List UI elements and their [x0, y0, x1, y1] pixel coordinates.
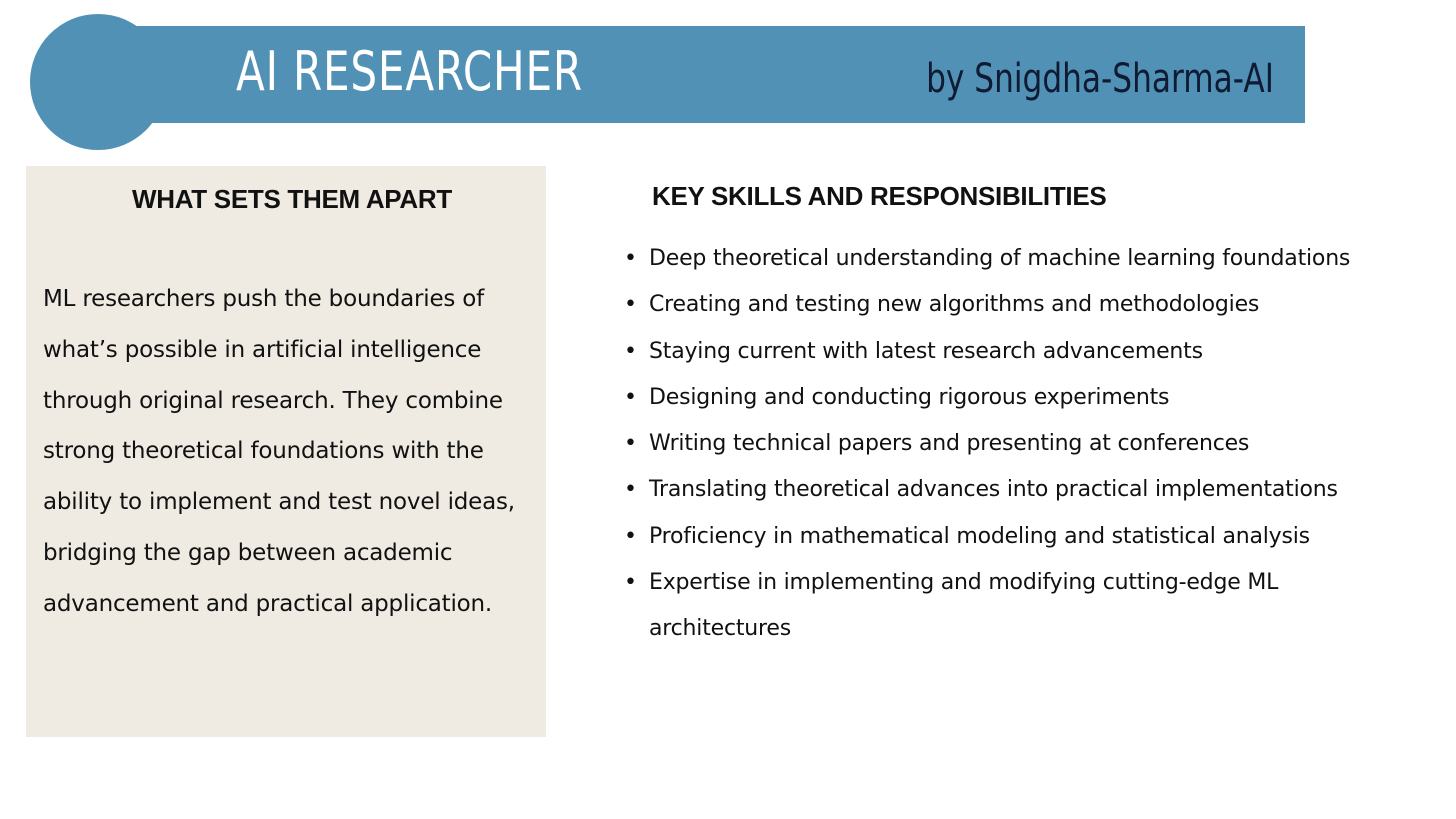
skill-item: • Proficiency in mathematical modeling and statistical analysis [624, 514, 1384, 560]
skills-list [624, 236, 1384, 653]
left-panel-heading: WHAT SETS THEM APART [132, 184, 452, 214]
skill-item: • Staying current with latest research advancements [624, 329, 1384, 375]
header-circle-decoration [30, 14, 166, 150]
skill-item: • Creating and testing new algorithms and methodologies [624, 282, 1384, 328]
skills-heading: KEY SKILLS AND RESPONSIBILITIES [652, 181, 1107, 211]
page-title: AI RESEARCHER [236, 40, 583, 103]
skill-item: • Writing technical papers and presenting at conferences [624, 421, 1384, 467]
what-sets-them-apart-panel [26, 166, 546, 737]
skill-item: • Deep theoretical understanding of machine learning foundations [624, 236, 1384, 282]
skill-item: • Translating theoretical advances into practical implementations [624, 467, 1384, 513]
author-byline: by Snigdha-Sharma-AI [926, 56, 1274, 102]
left-panel-body: ML researchers push the boundaries of what’s possible in artificial intelligence through original research. They combine strong theoretical foundations with the ability to implement and test novel ideas, bridging the gap between academic advancement and practical application. [43, 286, 515, 617]
skill-item: • Expertise in implementing and modifying cutting-edge ML architectures [624, 560, 1384, 653]
skill-item: • Designing and conducting rigorous experiments [624, 375, 1384, 421]
